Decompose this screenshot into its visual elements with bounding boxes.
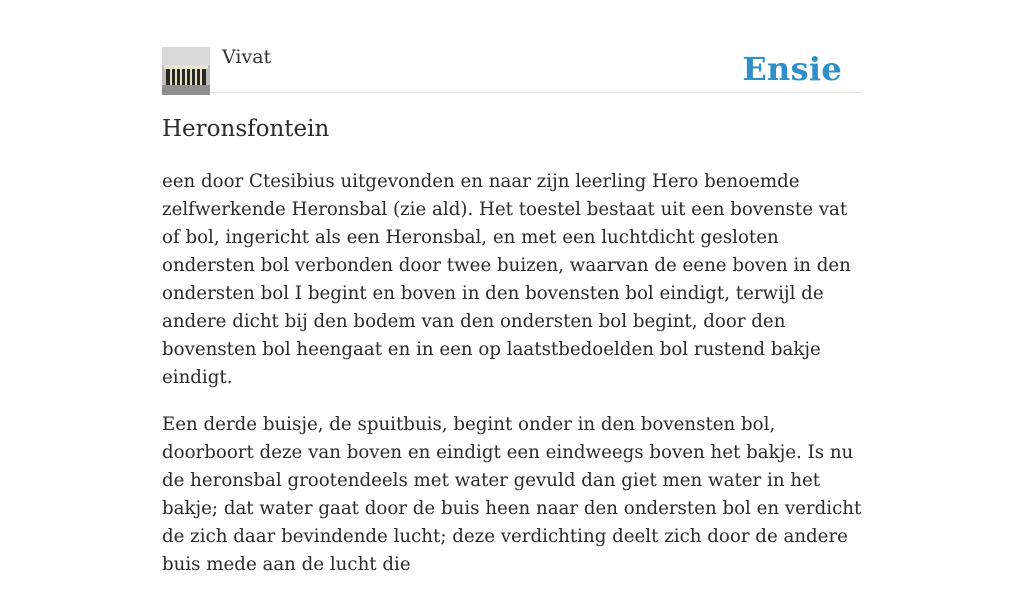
article-body <box>162 168 862 598</box>
author-avatar[interactable] <box>162 47 210 95</box>
paragraph: Een derde buisje, de spuitbuis, begint onder in den bovensten bol, doorboort deze van boven en eindigt een eindweegs boven het bakje. Is nu de heronsbal grootendeels met water gevuld dan giet men water in het bakje; dat water gaat door de buis heen naar den ondersten bol en verdicht de zich daar bevindende lucht; deze verdichting deelt zich door de andere buis mede aan de lucht die <box>162 414 862 575</box>
page-container <box>162 0 862 575</box>
header <box>162 0 862 93</box>
page-title: Heronsfontein <box>162 116 330 142</box>
author-name[interactable]: Vivat <box>222 46 272 68</box>
paragraph: een door Ctesibius uitgevonden en naar zijn leerling Hero benoemde zelfwerkende Heronsbal (zie ald). Het toestel bestaat uit een bovenste vat of bol, ingericht als een Heronsbal, en met een luchtdicht gesloten ondersten bol verbonden door twee buizen, waarvan de eene boven in den ondersten bol I begint en boven in den bovensten bol eindigt, terwijl de andere dicht bij den bodem van den ondersten bol begint, door den bovensten bol heengaat en in een op laatstbedoelden bol rustend bakje eindigt. <box>162 171 851 388</box>
avatar-image-icon <box>162 47 210 95</box>
brand-logo[interactable]: Ensie <box>742 50 842 88</box>
